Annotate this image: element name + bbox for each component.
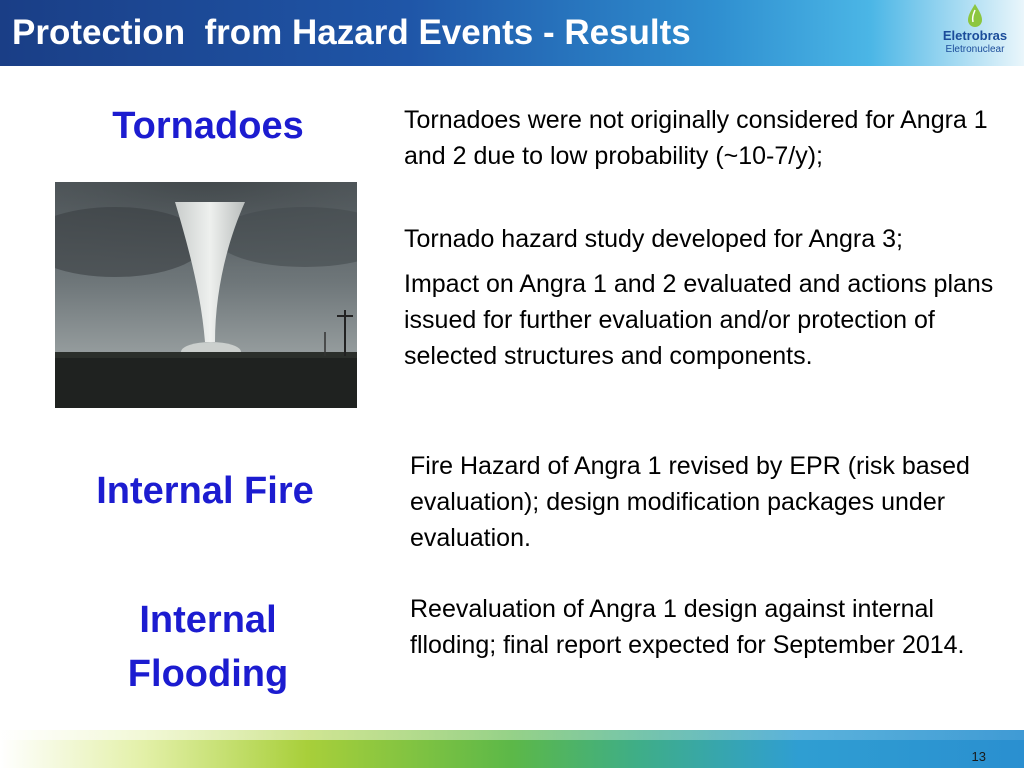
logo-subtext: Eletronuclear — [945, 44, 1005, 55]
internal-fire-heading: Internal Fire — [96, 470, 314, 512]
tornadoes-paragraph-1: Tornadoes were not originally considered for Angra 1 and 2 due to low probability (~10-7/y); — [404, 106, 988, 170]
logo-brand-text: Eletrobras — [942, 28, 1008, 43]
slide-footer — [0, 730, 1024, 768]
tornadoes-heading: Tornadoes — [112, 105, 304, 147]
slide-number: 13 — [971, 749, 986, 764]
tornadoes-paragraph-2: Tornado hazard study developed for Angra 3; — [404, 225, 903, 253]
internal-fire-paragraph: Fire Hazard of Angra 1 revised by EPR (risk based evaluation); design modification packages under evaluation. — [410, 452, 970, 552]
tornado-photo — [55, 182, 357, 408]
leaf-drop-icon — [967, 4, 983, 28]
internal-flooding-heading-line2: Flooding — [127, 653, 289, 695]
footer-stripe — [0, 730, 1024, 740]
internal-flooding-heading-line1: Internal — [139, 599, 277, 641]
tornadoes-paragraph-3: Impact on Angra 1 and 2 evaluated and actions plans issued for further evaluation and/or protection of selected structures and components. — [404, 270, 994, 370]
slide-title: Protection from Hazard Events - Results — [12, 13, 691, 52]
eletrobras-logo — [932, 2, 1018, 64]
slide-header — [0, 0, 1024, 66]
internal-flooding-paragraph: Reevaluation of Angra 1 design against internal flloding; final report expected for September 2014. — [410, 595, 965, 659]
